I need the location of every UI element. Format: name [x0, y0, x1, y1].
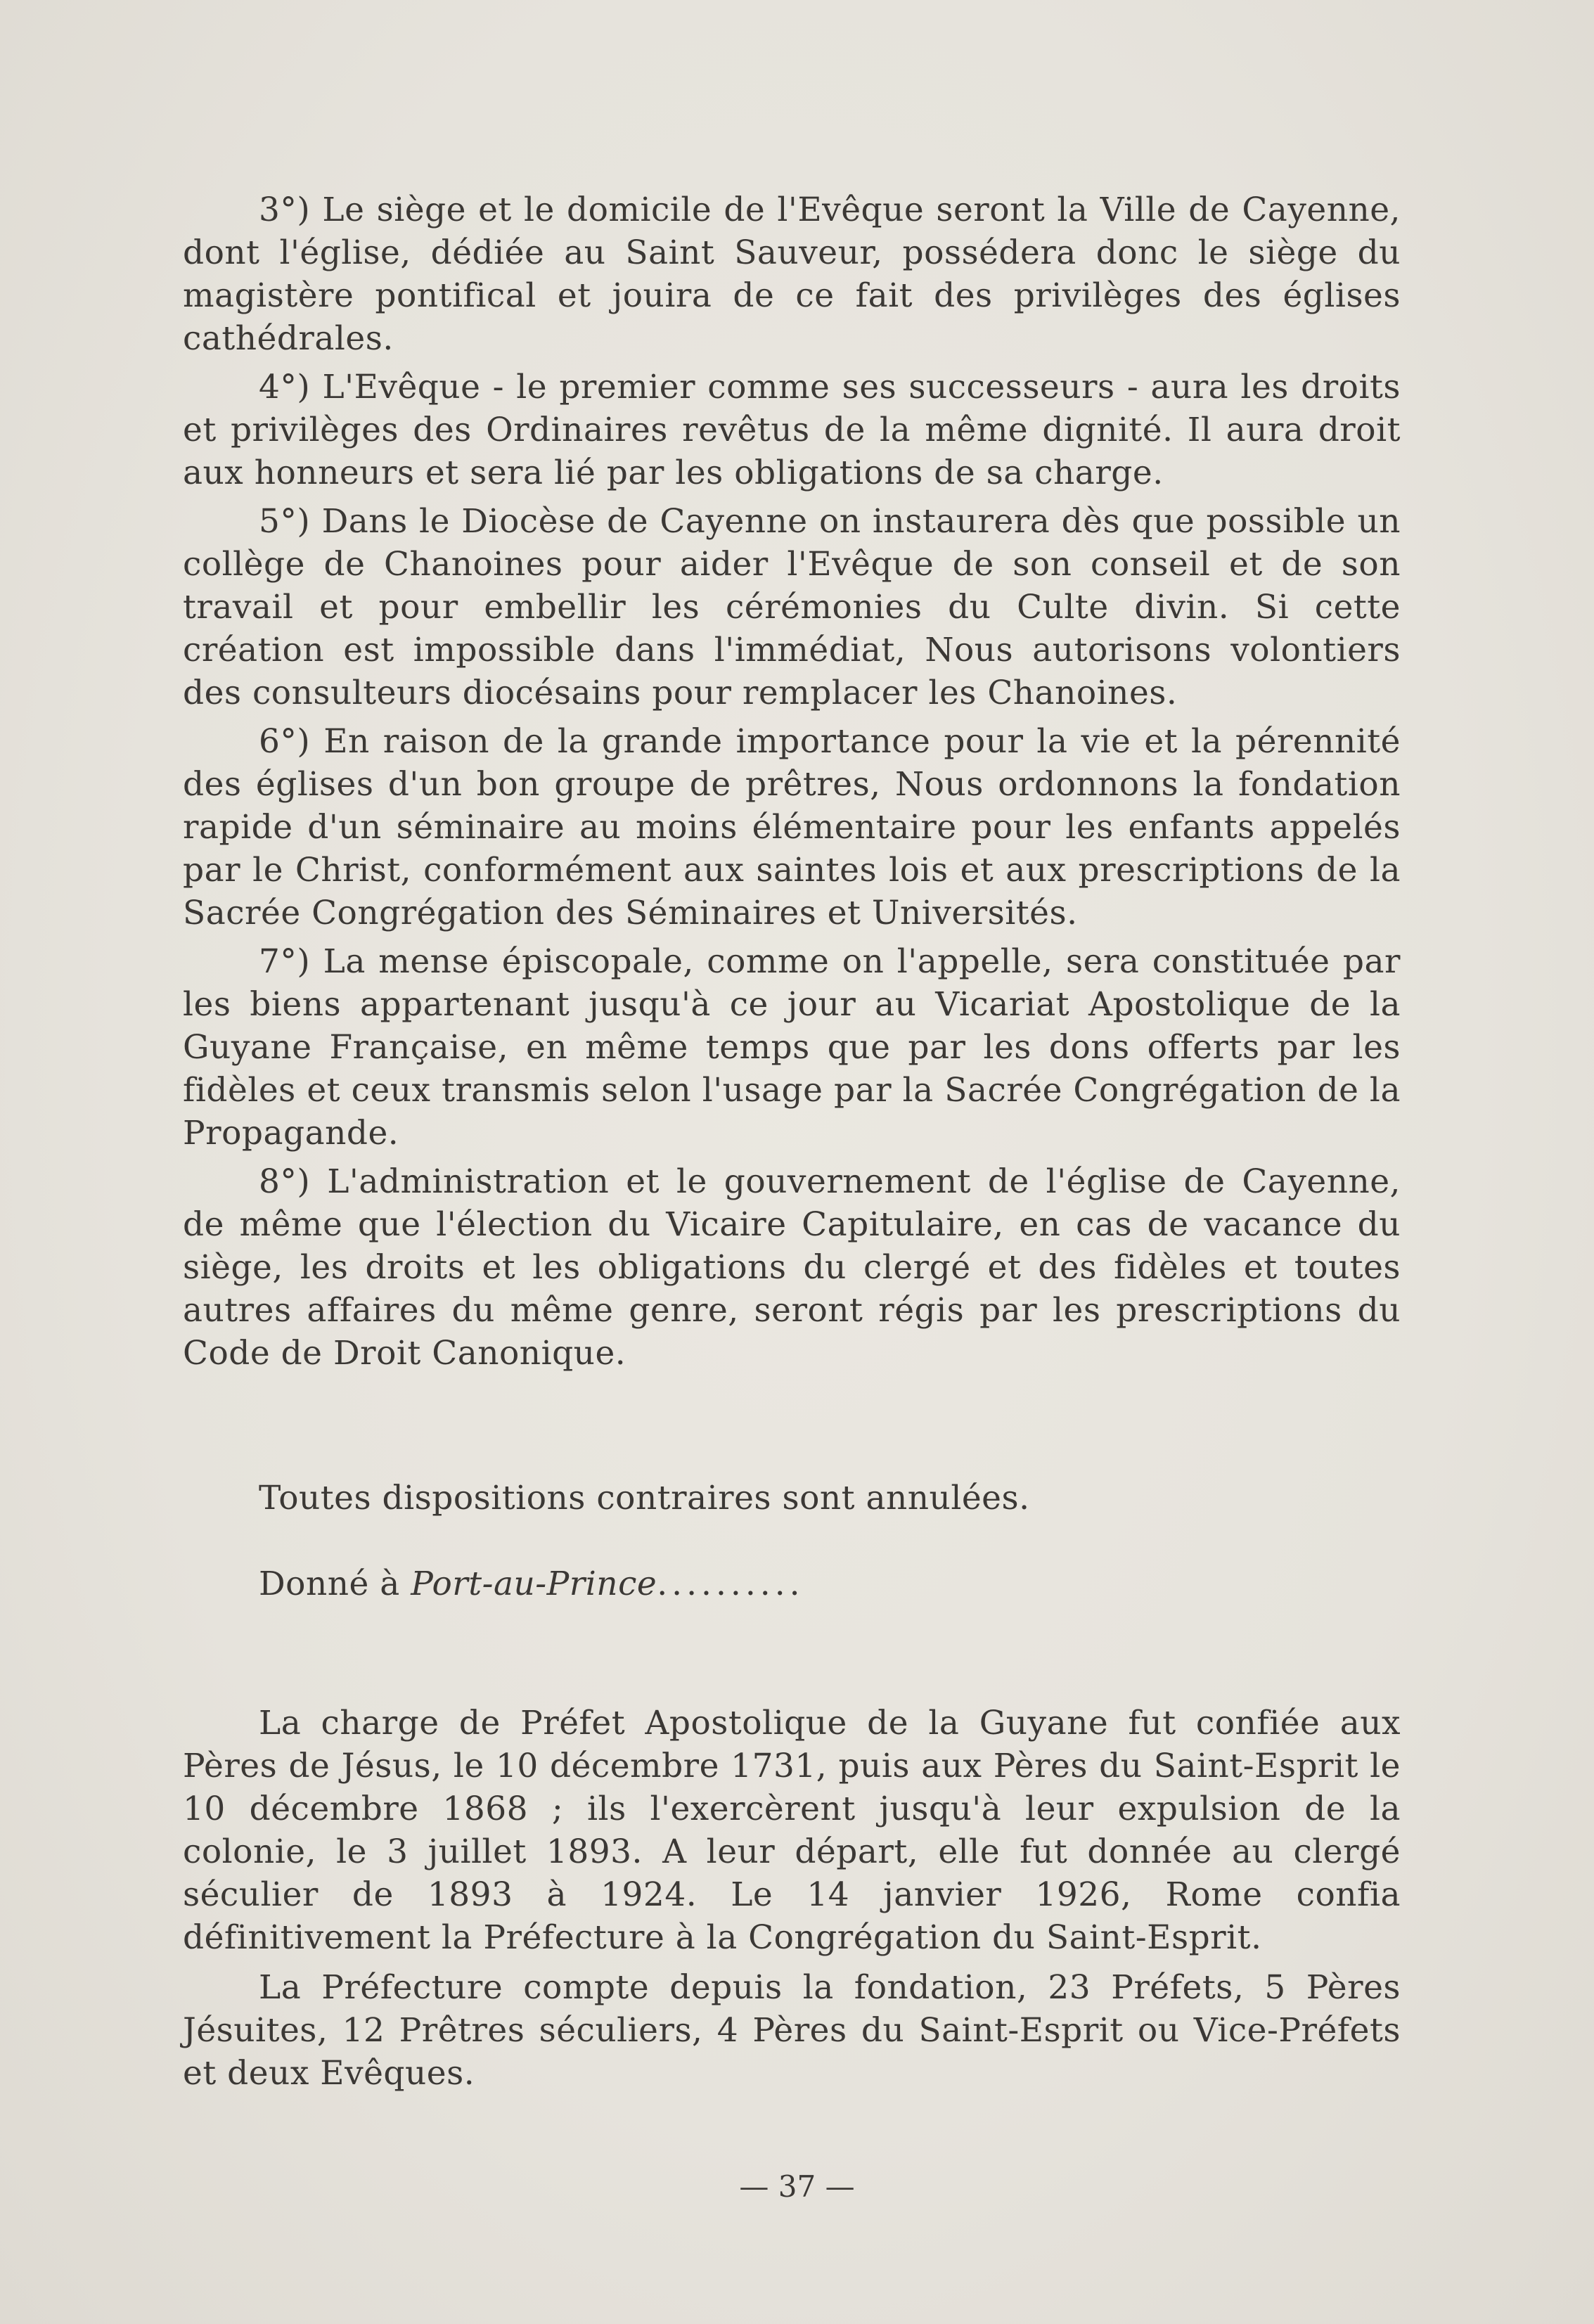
- given-at-place: Port-au-Prince: [411, 1565, 657, 1603]
- article-6: 6°) En raison de la grande importance pour la vie et la pérennité des églises d'un bon groupe de prêtres, Nous ordonnons la fondation rapide d'un séminaire au moins élémentaire pour les enfants appelés par le Christ, conformément aux saintes lois et aux prescriptions de la Sacrée Congrégation des Séminaires et Universités.: [183, 722, 1401, 932]
- given-at-dots: ..........: [657, 1565, 804, 1603]
- article-5: 5°) Dans le Diocèse de Cayenne on instaurera dès que possible un collège de Chanoines pour aider l'Evêque de son conseil et de son travail et pour embellir les cérémonies du Culte divin. Si cette création est impossible dans l'immédiat, Nous autorisons volontiers des consulteurs diocésains pour remplacer les Chanoines.: [183, 502, 1401, 712]
- article-4: 4°) L'Evêque - le premier comme ses successeurs - aura les droits et privilèges des Ordinaires revêtus de la même dignité. Il aura droit aux honneurs et sera lié par les obligations de sa charge.: [183, 368, 1401, 492]
- given-at-section: [183, 1562, 1401, 1605]
- article-8: 8°) L'administration et le gouvernement de l'église de Cayenne, de même que l'élection du Vicaire Capitulaire, en cas de vacance du siège, les droits et les obligations du clergé et des fidèles et toutes autres affaires du même genre, seront régis par les prescriptions du Code de Droit Canonique.: [183, 1162, 1401, 1373]
- history-paragraph: La Préfecture compte depuis la fondation, 23 Préfets, 5 Pères Jésuites, 12 Prêtres séculiers, 4 Pères du Saint-Esprit ou Vice-Préfets et deux Evêques.: [183, 1968, 1401, 2093]
- closing-clause: Toutes dispositions contraires sont annulées.: [259, 1479, 1030, 1517]
- article-7: 7°) La mense épiscopale, comme on l'appelle, sera constituée par les biens appartenant jusqu'à ce jour au Vicariat Apostolique de la Guyane Française, en même temps que par les dons offerts par les fidèles et ceux transmis selon l'usage par la Sacrée Congrégation de la Propagande.: [183, 942, 1401, 1153]
- given-at-prefix: Donné à: [259, 1565, 400, 1603]
- given-at-line: [183, 1562, 1401, 1605]
- closing-clause-section: [183, 1477, 1401, 1520]
- history-section: [183, 1702, 1401, 2102]
- history-paragraph: La charge de Préfet Apostolique de la Guyane fut confiée aux Pères de Jésus, le 10 décembre 1731, puis aux Pères du Saint-Esprit le 10 décembre 1868 ; ils l'exercèrent jusqu'à leur expulsion de la colonie, le 3 juillet 1893. A leur départ, elle fut donnée au clergé séculier de 1893 à 1924. Le 14 janvier 1926, Rome confia définitivement la Préfecture à la Congrégation du Saint-Esprit.: [183, 1704, 1401, 1957]
- articles-section: [183, 188, 1401, 1380]
- page-number: — 37 —: [739, 2169, 855, 2204]
- article-3: 3°) Le siège et le domicile de l'Evêque seront la Ville de Cayenne, dont l'église, dédiée au Saint Sauveur, possédera donc le siège du magistère pontifical et jouira de ce fait des privilèges des églises cathédrales.: [183, 191, 1401, 358]
